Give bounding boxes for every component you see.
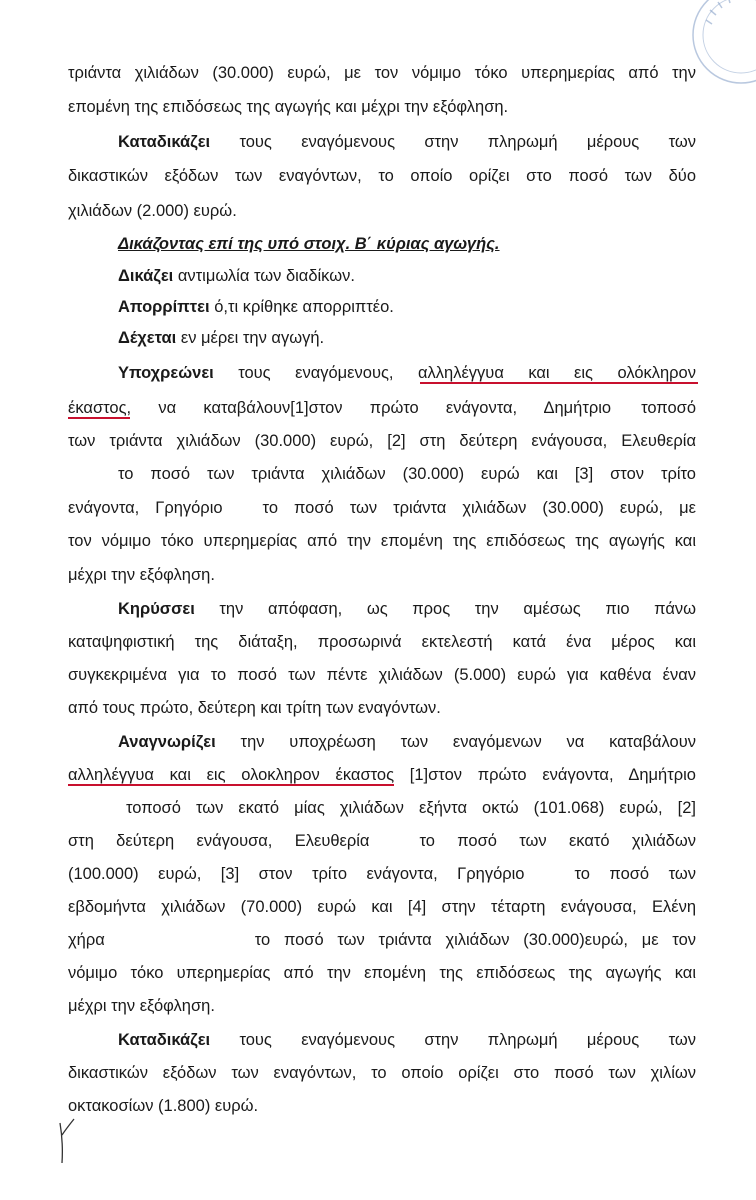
text-span: την υποχρέωση των εναγόμενων να καταβάλουν — [240, 733, 696, 751]
text-span: (100.000) ευρώ, [3] στον τρίτο ενάγοντα, Γρηγόριο — [68, 865, 525, 883]
verb-ypochreonei: Υποχρεώνει — [118, 364, 214, 382]
text-span: ό,τι κρίθηκε απορριπτέο. — [214, 298, 394, 316]
text-line: τοποσό των εκατό μίας χιλιάδων εξήντα οκτώ (101.068) ευρώ, [2] — [126, 799, 696, 817]
text-line: καταψηφιστική της διάταξη, προσωρινά εκτελεστή κατά ένα μέρος και — [68, 633, 696, 651]
red-underline — [68, 417, 130, 419]
section-heading: Δικάζοντας επί της υπό στοιχ. Β΄ κύριας αγωγής. — [118, 235, 500, 253]
text-span: ενάγοντα, Γρηγόριο — [68, 499, 223, 517]
text-span: στη δεύτερη ενάγουσα, Ελευθερία — [68, 832, 370, 850]
obligation-line — [118, 362, 696, 384]
text-line — [68, 863, 696, 885]
text-span: [1]στον πρώτο ενάγοντα, Δημήτριο — [409, 766, 696, 784]
text-span: το ποσό των — [574, 865, 696, 883]
text-span: αντιμωλία των διαδίκων. — [177, 267, 355, 285]
red-underline — [420, 382, 698, 384]
verb-aporriptei: Απορρίπτει — [118, 298, 210, 316]
decision-line — [118, 296, 696, 318]
verb-dikazei: Δικάζει — [118, 267, 174, 285]
text-span: αλληλέγγυα και εις ολοκληρον έκαστος — [68, 766, 395, 784]
verb-dechetai: Δέχεται — [118, 329, 177, 347]
verb-anagnorizei: Αναγνωρίζει — [118, 733, 216, 751]
text-line: τριάντα χιλιάδων (30.000) ευρώ, με τον νόμιμο τόκο υπερημερίας από την — [68, 64, 696, 82]
text-line: το ποσό των τριάντα χιλιάδων (30.000) ευρώ και [3] στον τρίτο — [118, 465, 696, 483]
text-span: το ποσό των εκατό χιλιάδων — [419, 832, 696, 850]
verb-katadikazei-final: Καταδικάζει — [118, 1031, 211, 1049]
handwritten-mark-icon — [56, 1115, 76, 1165]
text-span: την απόφαση, ως προς την αμέσως πιο πάνω — [219, 600, 696, 618]
text-line: τον νόμιμο τόκο υπερημερίας από την επομένη της επιδόσεως της αγωγής και — [68, 532, 696, 550]
text-span: έκαστος, — [68, 399, 132, 417]
text-line: δικαστικών εξόδων των εναγόντων, το οποίο ορίζει στο ποσό των χιλίων — [68, 1064, 696, 1082]
text-span: χήρα — [68, 931, 105, 949]
text-span: το ποσό των τριάντα χιλιάδων (30.000)ευρώ, με τον — [254, 931, 696, 949]
text-line — [68, 830, 696, 852]
text-line: μέχρι την εξόφληση. — [68, 566, 215, 584]
text-line: εβδομήντα χιλιάδων (70.000) ευρώ και [4] στην τέταρτη ενάγουσα, Ελένη — [68, 898, 696, 916]
text-line — [68, 764, 696, 786]
recognition-line — [118, 731, 696, 753]
text-line: οκτακοσίων (1.800) ευρώ. — [68, 1097, 259, 1115]
text-line: νόμιμο τόκο υπερημερίας από την επομένη της επιδόσεως της αγωγής και — [68, 964, 696, 982]
text-span: τοποσό — [641, 399, 696, 417]
text-line — [68, 497, 696, 519]
verb-kiryssei: Κηρύσσει — [118, 600, 195, 618]
text-span: τους εναγόμενους στην πληρωμή μέρους των — [239, 1031, 696, 1049]
text-span: τους εναγόμενους στην πληρωμή μέρους των — [239, 133, 696, 151]
red-underline — [68, 784, 394, 786]
text-span: να καταβάλουν[1]στον πρώτο ενάγοντα, Δημήτριο — [158, 399, 612, 417]
text-line: των τριάντα χιλιάδων (30.000) ευρώ, [2] στη δεύτερη ενάγουσα, Ελευθερία — [68, 432, 696, 450]
verb-katadikazei: Καταδικάζει — [118, 133, 211, 151]
text-span: εν μέρει την αγωγή. — [180, 329, 325, 347]
text-line: από τους πρώτο, δεύτερη και τρίτη των εναγόντων. — [68, 699, 441, 717]
text-line: χιλιάδων (2.000) ευρώ. — [68, 202, 237, 220]
decision-line — [118, 265, 696, 287]
text-line: επομένη της επιδόσεως της αγωγής και μέχρι την εξόφληση. — [68, 98, 509, 116]
text-span: τους εναγόμενους, — [238, 364, 394, 382]
text-line — [68, 929, 696, 951]
text-line: συγκεκριμένα για το ποσό των πέντε χιλιάδων (5.000) ευρώ για καθένα έναν — [68, 666, 696, 684]
costs-line — [118, 1029, 696, 1051]
decision-line — [118, 327, 696, 349]
declaration-line — [118, 598, 696, 620]
text-span: αλληλέγγυα και εις ολόκληρον — [417, 364, 696, 382]
seal-stamp-icon — [686, 0, 756, 90]
text-line: δικαστικών εξόδων των εναγόντων, το οποίο ορίζει στο ποσό των δύο — [68, 167, 696, 185]
text-line — [68, 397, 696, 419]
text-span: το ποσό των τριάντα χιλιάδων (30.000) ευρώ, με — [262, 499, 696, 517]
text-line: μέχρι την εξόφληση. — [68, 997, 215, 1015]
paragraph-costs-line — [118, 131, 696, 153]
